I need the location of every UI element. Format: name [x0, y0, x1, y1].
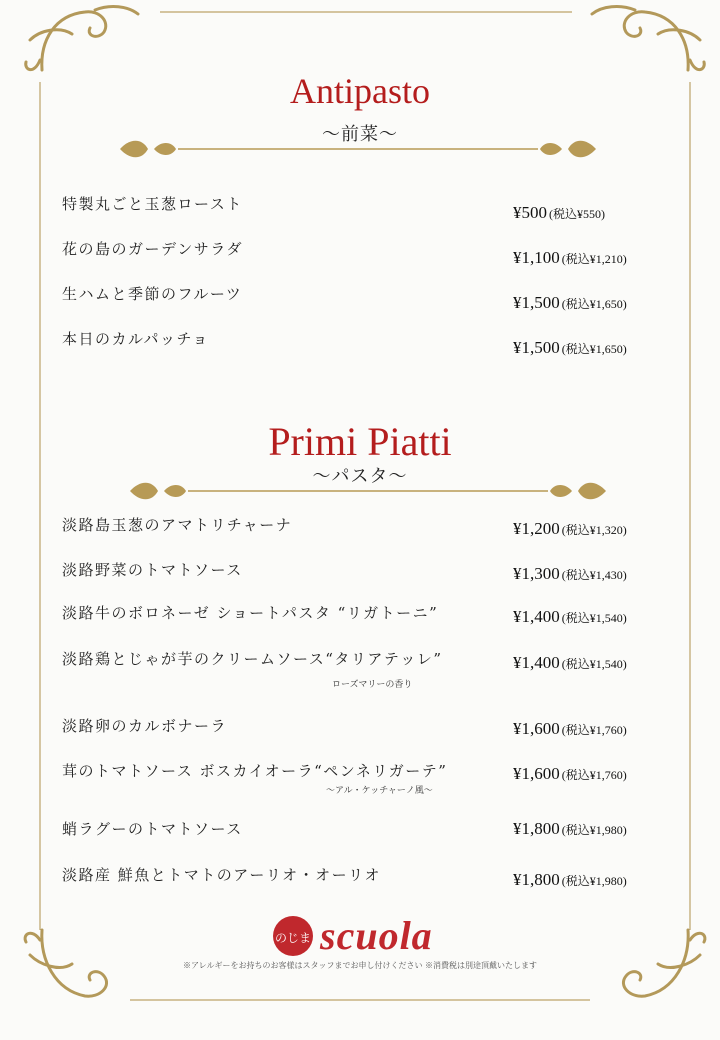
menu-item-name: 花の島のガーデンサラダ	[62, 240, 244, 258]
svg-text:のじま: のじま	[274, 930, 312, 945]
menu-item-name: 淡路産 鮮魚とトマトのアーリオ・オーリオ	[62, 866, 382, 884]
menu-item-name: 淡路鶏とじゃが芋のクリームソース“タリアテッレ”	[62, 650, 443, 668]
menu-item-price: ¥1,500 (税込¥1,650)	[513, 338, 627, 357]
menu-item-name: 特製丸ごと玉葱ロースト	[62, 195, 243, 213]
menu-item-name: 淡路野菜のトマトソース	[62, 561, 243, 579]
antipasto-subtitle: ～前菜～	[322, 124, 398, 145]
menu-item-price: ¥1,300 (税込¥1,430)	[513, 564, 627, 583]
antipasto-title: Antipasto	[290, 71, 430, 111]
menu-item-name: 茸のトマトソース ボスカイオーラ“ペンネリガーテ”	[62, 762, 448, 780]
primi-subtitle: ～パスタ～	[312, 466, 408, 487]
menu-item-name: 淡路卵のカルボナーラ	[62, 717, 228, 735]
restaurant-logo	[272, 912, 433, 959]
menu-item-name: 淡路牛のボロネーゼ ショートパスタ “リガトーニ”	[62, 604, 439, 622]
menu-item-name: 本日のカルパッチョ	[62, 330, 210, 348]
divider-ornament-icon	[118, 132, 598, 166]
menu-item-price: ¥1,400 (税込¥1,540)	[513, 607, 627, 626]
menu-item-name: 淡路島玉葱のアマトリチャーナ	[62, 516, 293, 534]
menu-item-price: ¥1,100 (税込¥1,210)	[513, 248, 627, 267]
menu-item-price: ¥1,500 (税込¥1,650)	[513, 293, 627, 312]
divider-ornament-icon	[128, 474, 608, 508]
corner-flourish-icon	[26, 7, 138, 70]
corner-flourish-icon	[592, 7, 704, 70]
menu-item-price: ¥1,800 (税込¥1,980)	[513, 819, 627, 838]
menu-item-price: ¥1,600 (税込¥1,760)	[513, 764, 627, 783]
menu-item-note: ～アル・ケッチャーノ風～	[326, 786, 433, 796]
primi-title: Primi Piatti	[268, 419, 452, 464]
logo-mark-icon	[272, 915, 314, 957]
logo-text: scuola	[320, 913, 433, 958]
menu-item-price: ¥500 (税込¥550)	[513, 203, 605, 222]
menu-item-price: ¥1,400 (税込¥1,540)	[513, 653, 627, 672]
menu-item-price: ¥1,800 (税込¥1,980)	[513, 870, 627, 889]
menu-item-name: 蛸ラグーのトマトソース	[62, 820, 243, 838]
menu-item-price: ¥1,200 (税込¥1,320)	[513, 519, 627, 538]
menu-item-note: ローズマリーの香り	[332, 680, 413, 690]
menu-item-name: 生ハムと季節のフルーツ	[62, 285, 243, 303]
footer-note: ※アレルギーをお持ちのお客様はスタッフまでお申し付けください ※消費税は別途頂戴いたします	[182, 961, 538, 970]
menu-item-price: ¥1,600 (税込¥1,760)	[513, 719, 627, 738]
